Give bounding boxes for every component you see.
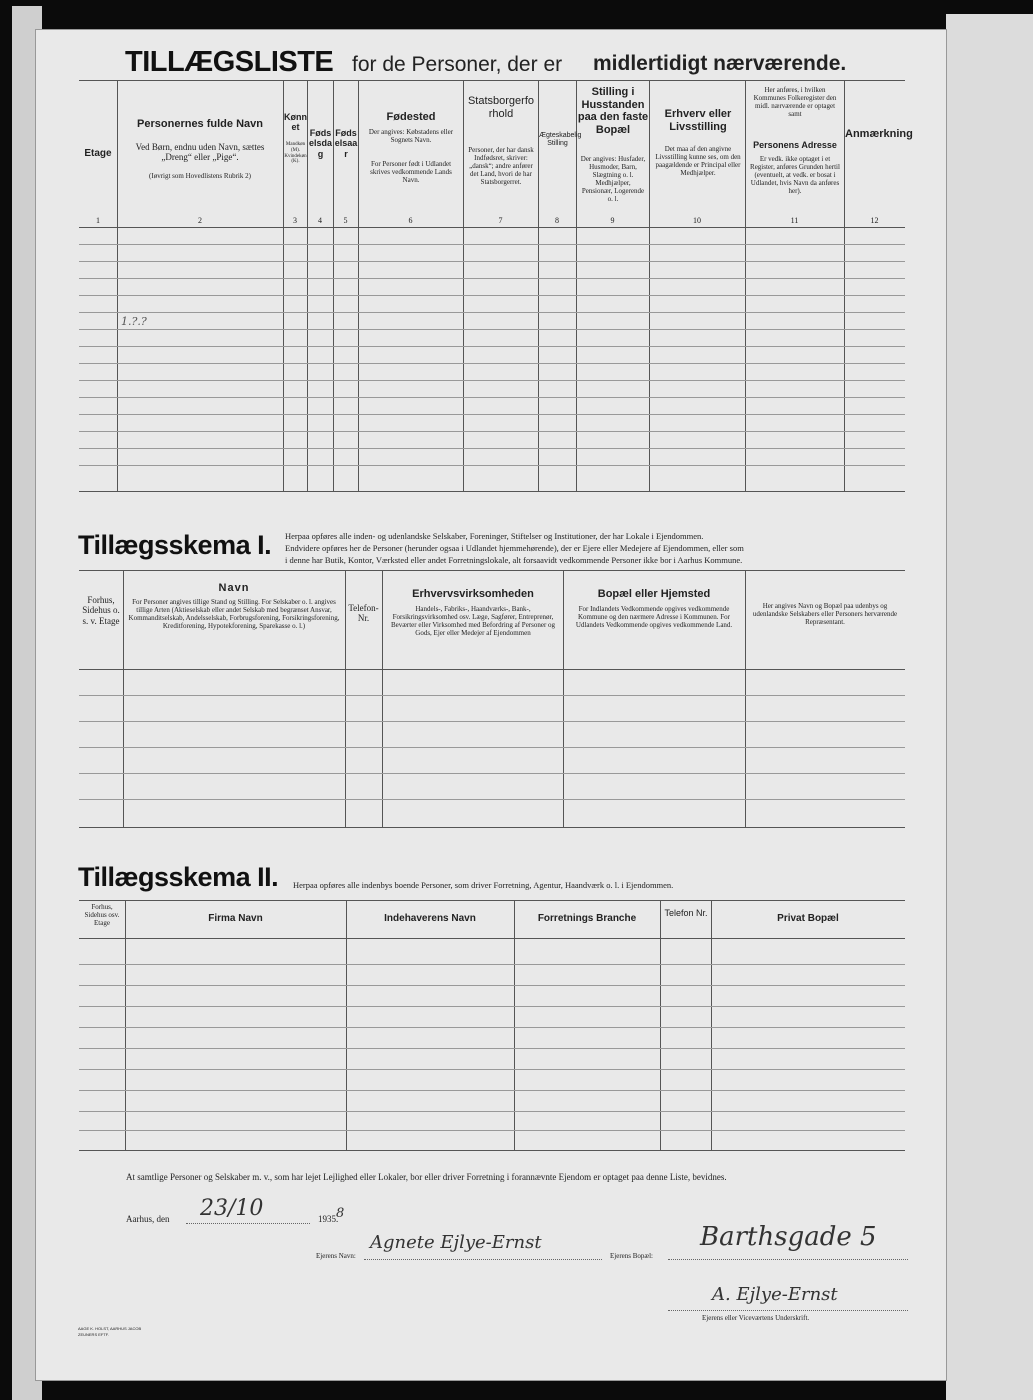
col-anmaerkning-title: Anmærkning — [845, 128, 913, 140]
ejer-navn-label: Ejerens Navn: — [316, 1252, 356, 1260]
ejer-bopael-handwritten: Barthsgade 5 — [700, 1222, 877, 1252]
col-stilling-title: Stilling i Husstanden paa den faste Bopæl — [577, 86, 649, 136]
ejer-navn-line — [364, 1259, 602, 1260]
col-num: 9 — [610, 216, 615, 225]
col-adresse-sub: Er vedk. ikke optaget i et Register, anføres Grunden hertil (eventuelt, at vedk. er bosat i Udlandet, hvis Navn da anføres her). — [750, 155, 840, 196]
footer-statement: At samtlige Personer og Selskaber m. v., som har lejet Lejlighed eller Lokaler, bor eller driver Forretning i forannævnte Ejendom er optaget paa denne Liste, bevidnes. — [126, 1172, 727, 1182]
skema1-col-bopael-title: Bopæl eller Hjemsted — [597, 588, 711, 600]
signature-handwritten: A. Ejlye-Ernst — [712, 1284, 838, 1305]
skema1-col-repraesentant: Her angives Navn og Bopæl paa udenbys og udenlandske Selskabers eller Personers herværende Repræsentant. — [752, 602, 898, 627]
col-num: 3 — [293, 216, 297, 225]
list-title-rest: for de Personer, der er — [352, 53, 563, 76]
skema2-col-firma: Firma Navn — [208, 913, 263, 924]
col-num: 4 — [318, 216, 322, 225]
col-statsborger-sub: Personer, der har dansk Indfødsret, skriver: „dansk“; andre anfører det Land, hvori de har Statsborgerret. — [468, 146, 534, 187]
col-num: 11 — [790, 216, 799, 225]
col-aegteskab-title: Ægteskabelig Stilling — [539, 132, 582, 148]
signature-label: Ejerens eller Viceværtens Underskrift. — [702, 1314, 810, 1322]
date-handwritten: 23/10 — [200, 1196, 264, 1221]
skema2-col-branche: Forretnings Branche — [537, 913, 637, 924]
footer-year: 1935. — [318, 1214, 339, 1224]
col-foedselsaar-title: Fødselsaar — [334, 128, 358, 159]
list-title-rest-bold: midlertidigt nærværende. — [593, 52, 847, 75]
skema1-description — [285, 530, 905, 566]
col-num: 1 — [96, 216, 100, 225]
col-adresse-title: Personens Adresse — [753, 140, 837, 150]
col-stilling-sub: Der angives: Husfader, Husmoder, Barn, Slægtning o. l. Medhjælper, Pensionær, Logerende o. l. — [580, 155, 646, 204]
skema1-desc-line: Endvidere opføres her de Personer (herunder ogsaa i Udlandet hjemmehørende), der er Ejere eller Medejere af Ejendommen, eller som — [285, 543, 744, 553]
ejer-bopael-line — [668, 1259, 908, 1260]
skema1-col-navn-title: Navn — [218, 582, 250, 594]
pencil-scribble: 1.?.? — [121, 315, 147, 328]
col-foedselsdag-title: Fødselsdag — [308, 128, 332, 159]
col-num: 12 — [870, 216, 879, 225]
col-num: 2 — [198, 216, 202, 225]
col-foedested-sub2: For Personer født i Udlandet skrives vedkommende Lands Navn. — [370, 160, 452, 185]
year-handwritten: 8 — [336, 1206, 345, 1221]
date-dotted-line — [186, 1223, 310, 1224]
col-navn-sub2: (Iøvrigt som Hovedlistens Rubrik 2) — [149, 172, 251, 180]
printer-imprint: AAGE K. HOLST, AARHUS JACOB ZEUNERS EFTF. — [78, 1326, 142, 1337]
skema1-title: Tillægsskema I. — [78, 530, 272, 560]
col-num: 5 — [343, 216, 348, 225]
skema1-col-erhverv-sub: Handels-, Fabriks-, Haandværks-, Bank-, Forsikringsvirksomhed osv. Læge, Sagfører, Entreprenør, Beværter eller Virksomhed med Befordring af Personer og Gods, Ejer eller Medejer af Ejendommen — [390, 605, 556, 638]
col-erhverv-title: Erhverv eller Livsstilling — [664, 108, 732, 133]
col-foedested-title: Fødested — [386, 111, 436, 123]
skema2-col-etage: Forhus, Sidehus osv. Etage — [84, 903, 120, 928]
col-num: 7 — [498, 216, 503, 225]
col-navn-title: Personernes fulde Navn — [137, 118, 263, 130]
skema2-col-privat-bopael: Privat Bopæl — [777, 913, 839, 924]
col-num: 10 — [693, 216, 701, 225]
skema2-col-indehaver: Indehaverens Navn — [384, 913, 476, 924]
skema1-col-navn-sub: For Personer angives tillige Stand og Stilling. For Selskaber o. l. angives tillige Arten (Aktieselskab eller andet Selskab med begrænset Ansvar, Kommanditselskab, Andelsselskab, Forbrugsforening, Forsikringsforening, Kreditforening, Hypotekforening, Sparekasse o. l.) — [128, 598, 340, 631]
skema1-col-telefon: Telefon-Nr. — [348, 603, 379, 624]
footer-city-date-label: Aarhus, den — [126, 1214, 170, 1224]
col-foedested-sub: Der angives: Købstadens eller Sognets Navn. — [368, 128, 454, 145]
col-navn-sub: Ved Børn, endnu uden Navn, sættes „Dreng“ eller „Pige“. — [135, 142, 265, 163]
ejer-navn-handwritten: Agnete Ejlye-Ernst — [370, 1232, 542, 1253]
skema1-desc-line: Herpaa opføres alle inden- og udenlandske Selskaber, Foreninger, Stiftelser og Institutioner, der har Lokale i Ejendommen. — [285, 531, 704, 541]
col-etage-title: Etage — [84, 148, 112, 159]
adjacent-page — [946, 14, 1033, 1400]
col-koen-title: Kønnet — [284, 112, 307, 133]
col-statsborger-title: Statsborgerforhold — [467, 95, 535, 120]
col-koen-sub: Mandkøn (M). Kvindekøn (K). — [284, 142, 307, 165]
skema2-description: Herpaa opføres alle indenbys boende Personer, som driver Forretning, Agentur, Haandværk o. l. i Ejendommen. — [293, 880, 674, 890]
skema1-desc-line: i denne har Butik, Kontor, Værksted eller andet Forretningslokale, alt forsaavidt vedkommende Personer ikke bor i Aarhus Kommune. — [285, 555, 743, 565]
col-adresse-pre: Her anføres, i hvilken Kommunes Folkeregister den midl. nærværende er optaget samt — [753, 86, 837, 119]
col-num: 6 — [408, 216, 413, 225]
skema2-col-telefon: Telefon Nr. — [664, 908, 708, 918]
signature-line — [668, 1310, 908, 1311]
list-title: TILLÆGSLISTE — [125, 46, 334, 78]
ejer-bopael-label: Ejerens Bopæl: — [610, 1252, 653, 1260]
skema1-col-etage: Forhus, Sidehus o. s. v. Etage — [82, 595, 120, 626]
col-num: 8 — [555, 216, 559, 225]
skema2-title: Tillægsskema II. — [78, 862, 279, 892]
skema1-col-erhverv-title: Erhvervsvirksomheden — [412, 588, 534, 600]
col-erhverv-sub: Det maa af den angivne Livsstilling kunne ses, om den paagældende er Principal eller Medhjælper. — [655, 145, 741, 178]
skema1-col-bopael-sub: For Indlandets Vedkommende opgives vedkommende Kommune og den nærmere Adresse i Kommunen. For Udlandets Vedkommende opgives vedkommende Land. — [575, 605, 733, 630]
